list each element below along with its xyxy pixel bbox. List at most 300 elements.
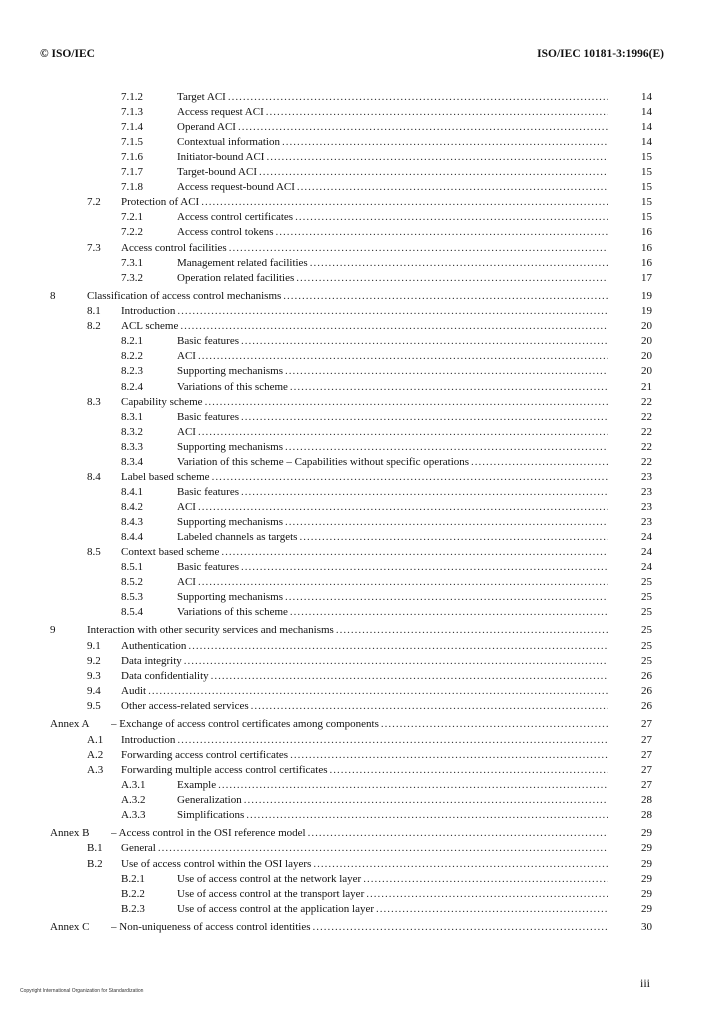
toc-entry-title-line — [177, 105, 608, 119]
toc-entry-number: A.3.2 — [121, 793, 146, 806]
toc-entry-number: 9.4 — [87, 685, 101, 697]
toc-entry-number: 7.1.8 — [121, 181, 143, 194]
toc-entry-title: ACI — [177, 576, 196, 589]
toc-entry-number: 9.2 — [87, 654, 101, 667]
toc-entry-title: Variations of this scheme — [177, 606, 288, 619]
toc-entry-page: 27 — [641, 718, 652, 730]
toc-entry-title-line — [177, 225, 608, 239]
dot-leader — [180, 319, 608, 333]
toc-entry-title-line — [121, 654, 608, 668]
toc-entry-page: 22 — [641, 410, 652, 423]
toc-entry-title-line — [121, 639, 608, 653]
toc-entry-title: Introduction — [121, 733, 176, 746]
toc-entry-title: – Non-uniqueness of access control identities — [111, 920, 311, 933]
toc-entry-title: Access request-bound ACI — [177, 181, 295, 194]
toc-entry-number: A.1 — [87, 733, 104, 746]
toc-entry-number: 8.3.2 — [121, 425, 143, 438]
toc-entry-title: Protection of ACI — [121, 196, 200, 209]
toc-entry — [0, 256, 716, 270]
toc-entry-title: Access control tokens — [177, 226, 274, 239]
toc-entry-page: 15 — [641, 151, 652, 164]
toc-entry-title-line — [177, 210, 608, 224]
toc-entry-title-line — [177, 364, 608, 378]
toc-entry-title-line — [177, 485, 608, 499]
toc-entry-title: ACI — [177, 500, 196, 513]
dot-leader — [198, 500, 608, 514]
toc-entry-title: Basic features — [177, 561, 239, 574]
toc-entry — [0, 485, 716, 499]
toc-entry-title-line — [177, 515, 608, 529]
dot-leader — [308, 826, 608, 840]
toc-entry-title: Simplifications — [177, 808, 245, 821]
dot-leader — [201, 195, 608, 209]
toc-entry-number: A.3 — [87, 763, 104, 776]
toc-entry-page: 25 — [641, 576, 652, 589]
toc-entry-number: 8 — [50, 289, 56, 302]
dot-leader — [276, 225, 608, 239]
dot-leader — [228, 90, 608, 104]
toc-entry — [0, 920, 716, 934]
toc-entry-number: B.2.1 — [121, 872, 145, 885]
toc-entry — [0, 560, 716, 574]
toc-entry-number: B.1 — [87, 842, 103, 855]
toc-entry-title-line — [177, 793, 608, 807]
toc-entry-number: 8.3 — [87, 395, 101, 408]
toc-entry-number: 8.5.1 — [121, 561, 143, 574]
toc-entry-title: – Exchange of access control certificates among components — [111, 718, 379, 730]
toc-entry-title: Supporting mechanisms — [177, 440, 284, 453]
toc-entry — [0, 395, 716, 409]
toc-entry-title: Introduction — [121, 305, 176, 318]
toc-entry — [0, 717, 716, 731]
toc-entry-number: 7.1.7 — [121, 166, 143, 179]
toc-entry — [0, 733, 716, 747]
dot-leader — [244, 793, 608, 807]
toc-entry-title: Supporting mechanisms — [177, 591, 284, 604]
dot-leader — [296, 271, 608, 285]
dot-leader — [285, 590, 608, 604]
toc-entry-page: 22 — [641, 395, 652, 408]
toc-entry-page: 29 — [641, 887, 652, 900]
toc-entry-title: ACL scheme — [121, 320, 179, 333]
toc-entry-title-line — [177, 334, 608, 348]
toc-entry-page: 25 — [641, 639, 652, 652]
toc-entry — [0, 857, 716, 871]
toc-entry-number: B.2.3 — [121, 902, 145, 915]
toc-entry-number: 8.4.1 — [121, 485, 143, 498]
toc-entry-title: Supporting mechanisms — [177, 365, 284, 378]
toc-entry — [0, 515, 716, 529]
toc-entry-page: 16 — [641, 241, 652, 254]
toc-entry — [0, 699, 716, 713]
toc-entry — [0, 364, 716, 378]
dot-leader — [285, 515, 608, 529]
dot-leader — [285, 440, 608, 454]
toc-entry-title-line — [177, 180, 608, 194]
toc-entry-number: 7.2.1 — [121, 211, 143, 224]
toc-entry-number: 7.2 — [87, 196, 101, 209]
toc-entry-title: Audit — [121, 685, 147, 697]
toc-entry-number: 8.5.2 — [121, 576, 143, 589]
toc-entry-title: Use of access control at the network layer — [177, 872, 362, 885]
toc-entry-title-line — [177, 500, 608, 514]
toc-entry-title-line — [121, 241, 608, 255]
toc-entry-title: Capability scheme — [121, 395, 203, 408]
dot-leader — [212, 470, 608, 484]
toc-entry-title-line — [121, 857, 608, 871]
toc-entry-number: 8.3.3 — [121, 440, 143, 453]
toc-entry-page: 19 — [641, 289, 652, 302]
toc-entry-page: 28 — [641, 808, 652, 821]
toc-entry-title-line — [177, 590, 608, 604]
toc-entry-page: 15 — [641, 181, 652, 194]
toc-entry — [0, 135, 716, 149]
toc-entry-title-line — [177, 349, 608, 363]
toc-entry — [0, 826, 716, 840]
toc-entry — [0, 654, 716, 668]
dot-leader — [363, 872, 608, 886]
toc-entry-number: 7.1.5 — [121, 136, 143, 149]
toc-entry-title: Access control facilities — [121, 241, 227, 254]
toc-entry — [0, 530, 716, 544]
toc-entry — [0, 763, 716, 777]
toc-entry-page: 29 — [641, 872, 652, 885]
toc-entry-number: 8.5 — [87, 546, 101, 558]
toc-entry-title: Contextual information — [177, 136, 280, 149]
toc-entry-page: 24 — [641, 531, 652, 543]
toc-entry-number: 8.4.4 — [121, 531, 143, 543]
header-left: © ISO/IEC — [40, 48, 95, 60]
toc-entry-page: 24 — [641, 546, 652, 558]
toc-entry-page: 26 — [641, 685, 652, 697]
dot-leader — [259, 165, 608, 179]
toc-entry-page: 19 — [641, 305, 652, 318]
toc-entry-title: Use of access control at the application layer — [177, 902, 375, 915]
toc-entry — [0, 455, 716, 469]
toc-entry-page: 25 — [641, 654, 652, 667]
dot-leader — [282, 135, 608, 149]
toc-entry-page: 21 — [641, 380, 652, 393]
toc-entry-number: 8.2 — [87, 320, 101, 333]
toc-entry-page: 14 — [641, 91, 652, 103]
toc-entry-title: Interaction with other security services and mechanisms — [87, 624, 334, 637]
toc-entry-page: 23 — [641, 470, 652, 483]
toc-entry — [0, 225, 716, 239]
toc-entry-title: Target-bound ACI — [177, 166, 257, 179]
dot-leader — [283, 289, 608, 303]
toc-entry-title: Example — [177, 778, 217, 791]
toc-entry-title-line — [121, 763, 608, 777]
toc-entry-number: B.2 — [87, 857, 103, 870]
toc-entry-page: 15 — [641, 196, 652, 209]
toc-entry-title-line — [121, 733, 608, 747]
toc-entry-title-line — [177, 150, 608, 164]
toc-entry — [0, 872, 716, 886]
toc-entry-title-line — [121, 395, 608, 409]
toc-entry-title: Basic features — [177, 335, 239, 348]
toc-entry — [0, 440, 716, 454]
toc-entry-number: 7.1.2 — [121, 91, 143, 103]
dot-leader — [229, 241, 608, 255]
toc-entry-page: 25 — [641, 606, 652, 619]
toc-entry — [0, 120, 716, 134]
toc-entry-title-line — [111, 717, 608, 731]
dot-leader — [188, 639, 608, 653]
toc-entry-number: 8.4.2 — [121, 500, 143, 513]
toc-entry-page: 27 — [641, 748, 652, 761]
toc-entry — [0, 195, 716, 209]
toc-entry-title-line — [121, 195, 608, 209]
toc-entry-number: 8.3.1 — [121, 410, 143, 423]
toc-entry-title: Forwarding access control certificates — [121, 748, 289, 761]
toc-entry-page: 15 — [641, 166, 652, 179]
toc-entry-title-line — [177, 575, 608, 589]
toc-entry-title: Initiator-bound ACI — [177, 151, 265, 164]
toc-entry-title: – Access control in the OSI reference model — [111, 826, 306, 839]
toc-entry-number: 8.2.2 — [121, 350, 143, 363]
toc-entry-number: 7.3 — [87, 241, 101, 254]
toc-entry-title: ACI — [177, 350, 196, 363]
dot-leader — [184, 654, 608, 668]
toc-entry — [0, 470, 716, 484]
toc-entry — [0, 241, 716, 255]
dot-leader — [313, 857, 608, 871]
toc-entry-page: 23 — [641, 485, 652, 498]
toc-entry-title-line — [177, 872, 608, 886]
toc-entry-number: Annex C — [50, 920, 90, 933]
toc-entry-number: 8.1 — [87, 305, 101, 318]
toc-entry-title: Operation related facilities — [177, 271, 295, 284]
dot-leader — [246, 808, 608, 822]
toc-entry-page: 20 — [641, 350, 652, 363]
toc-entry-number: 7.1.3 — [121, 106, 143, 119]
toc-entry-title: Data integrity — [121, 654, 182, 667]
toc-entry-page: 16 — [641, 226, 652, 239]
toc-entry-title: Other access-related services — [121, 700, 249, 712]
dot-leader — [336, 623, 608, 637]
toc-entry-number: 7.3.2 — [121, 271, 143, 284]
toc-entry-number: 9.3 — [87, 669, 101, 682]
toc-entry — [0, 410, 716, 424]
toc-entry-title-line — [177, 530, 608, 544]
toc-entry-number: B.2.2 — [121, 887, 145, 900]
toc-entry-number: 9 — [50, 624, 56, 637]
toc-entry — [0, 165, 716, 179]
toc-entry-page: 22 — [641, 425, 652, 438]
toc-entry-page: 20 — [641, 365, 652, 378]
dot-leader — [251, 699, 608, 713]
toc-entry-number: A.3.3 — [121, 808, 146, 821]
toc-entry-page: 30 — [641, 920, 652, 933]
dot-leader — [218, 778, 608, 792]
dot-leader — [310, 256, 608, 270]
toc-entry — [0, 90, 716, 104]
toc-entry-page: 22 — [641, 440, 652, 453]
toc-entry-title: Basic features — [177, 485, 239, 498]
toc-entry-page: 26 — [641, 700, 652, 712]
toc-entry-title: Authentication — [121, 639, 187, 652]
toc-entry-page: 27 — [641, 733, 652, 746]
toc-entry-title-line — [177, 902, 608, 916]
toc-entry-page: 29 — [641, 842, 652, 855]
toc-entry — [0, 180, 716, 194]
toc-entry-page: 28 — [641, 793, 652, 806]
toc-entry-title-line — [121, 669, 608, 683]
toc-entry — [0, 748, 716, 762]
dot-leader — [177, 304, 608, 318]
dot-leader — [241, 334, 608, 348]
toc-entry-number: 7.1.4 — [121, 121, 143, 134]
toc-entry — [0, 590, 716, 604]
toc-entry-title: Data confidentiality — [121, 669, 209, 682]
toc-entry-page: 15 — [641, 211, 652, 224]
toc-entry-number: A.3.1 — [121, 778, 146, 791]
toc-entry-title-line — [177, 90, 608, 104]
toc-entry-title-line — [177, 808, 608, 822]
toc-entry-title: Management related facilities — [177, 256, 308, 269]
toc-entry-number: 7.3.1 — [121, 256, 143, 269]
toc-entry — [0, 271, 716, 285]
dot-leader — [312, 920, 608, 934]
dot-leader — [266, 105, 608, 119]
toc-entry-title-line — [111, 920, 608, 934]
toc-entry-page: 27 — [641, 763, 652, 776]
toc-entry-title-line — [121, 319, 608, 333]
dot-leader — [299, 530, 608, 544]
toc-entry-title: Use of access control at the transport layer — [177, 887, 365, 900]
toc-entry-title: Labeled channels as targets — [177, 531, 298, 543]
toc-entry — [0, 639, 716, 653]
toc-entry-number: 8.3.4 — [121, 455, 143, 468]
toc-entry-number: 7.2.2 — [121, 226, 143, 239]
toc-entry-title-line — [177, 778, 608, 792]
dot-leader — [295, 210, 608, 224]
toc-entry-title: Forwarding multiple access control certificates — [121, 763, 328, 776]
toc-entry-page: 14 — [641, 106, 652, 119]
dot-leader — [266, 150, 608, 164]
dot-leader — [198, 575, 608, 589]
page-number: iii — [639, 976, 650, 990]
toc-entry-number: 8.5.3 — [121, 591, 143, 604]
toc-entry — [0, 575, 716, 589]
toc-entry-page: 24 — [641, 561, 652, 574]
toc-entry-page: 27 — [641, 778, 652, 791]
dot-leader — [241, 485, 608, 499]
dot-leader — [148, 684, 608, 698]
toc-entry-title-line — [121, 545, 608, 559]
toc-entry-page: 25 — [641, 591, 652, 604]
toc-entry-title: Access control certificates — [177, 211, 294, 224]
toc-entry-title: ACI — [177, 425, 196, 438]
dot-leader — [290, 605, 608, 619]
toc-entry-title-line — [121, 699, 608, 713]
toc-entry-title-line — [121, 470, 608, 484]
dot-leader — [290, 380, 608, 394]
toc-entry-title-line — [177, 887, 608, 901]
dot-leader — [177, 733, 608, 747]
toc-entry-page: 29 — [641, 902, 652, 915]
dot-leader — [211, 669, 608, 683]
toc-entry — [0, 500, 716, 514]
toc-entry-number: 9.5 — [87, 700, 101, 712]
toc-entry-number: 8.4.3 — [121, 515, 143, 528]
toc-entry-page: 29 — [641, 826, 652, 839]
toc-entry — [0, 887, 716, 901]
dot-leader — [366, 887, 608, 901]
copyright-notice: Copyright International Organization for Standardization — [20, 988, 144, 994]
toc-entry-page: 22 — [641, 455, 652, 468]
toc-entry-title-line — [177, 380, 608, 394]
toc-entry-title-line — [177, 120, 608, 134]
toc-entry-page: 29 — [641, 857, 652, 870]
toc-entry-page: 25 — [641, 624, 652, 637]
toc-entry-title-line — [177, 256, 608, 270]
dot-leader — [158, 841, 608, 855]
toc-entry-number: 7.1.6 — [121, 151, 143, 164]
dot-leader — [198, 425, 608, 439]
toc-entry-title-line — [177, 271, 608, 285]
toc-entry — [0, 902, 716, 916]
toc-entry — [0, 319, 716, 333]
toc-entry-page: 20 — [641, 335, 652, 348]
toc-entry — [0, 105, 716, 119]
dot-leader — [198, 349, 608, 363]
header-right: ISO/IEC 10181-3:1996(E) — [537, 48, 664, 60]
toc-entry-title-line — [87, 623, 608, 637]
toc-entry — [0, 669, 716, 683]
toc-entry — [0, 793, 716, 807]
dot-leader — [241, 410, 608, 424]
toc-entry-title: Generalization — [177, 793, 242, 806]
toc-entry-number: 8.2.1 — [121, 335, 143, 348]
toc-entry-number: Annex A — [50, 718, 90, 730]
toc-entry-page: 23 — [641, 515, 652, 528]
toc-entry-title: Target ACI — [177, 91, 226, 103]
toc-entry-title: Basic features — [177, 410, 239, 423]
toc-entry-title-line — [121, 304, 608, 318]
toc-entry — [0, 841, 716, 855]
toc-entry-title: Access request ACI — [177, 106, 264, 119]
toc-entry-title: Label based scheme — [121, 470, 210, 483]
toc-entry-title-line — [177, 455, 608, 469]
toc-entry — [0, 349, 716, 363]
dot-leader — [221, 545, 608, 559]
toc-entry-title-line — [121, 748, 608, 762]
toc-entry-page: 16 — [641, 256, 652, 269]
dot-leader — [381, 717, 608, 731]
toc-entry-title: Variations of this scheme — [177, 380, 288, 393]
toc-entry-page: 26 — [641, 669, 652, 682]
dot-leader — [297, 180, 608, 194]
toc-entry-number: 8.2.4 — [121, 380, 143, 393]
toc-entry-title-line — [177, 135, 608, 149]
toc-entry-title-line — [177, 605, 608, 619]
toc-entry — [0, 150, 716, 164]
dot-leader — [241, 560, 608, 574]
toc-entry-number: 8.5.4 — [121, 606, 143, 619]
toc-entry-number: Annex B — [50, 826, 90, 839]
dot-leader — [329, 763, 608, 777]
dot-leader — [285, 364, 608, 378]
toc-entry-number: 8.4 — [87, 470, 101, 483]
toc-entry-title: Classification of access control mechanisms — [87, 289, 282, 302]
dot-leader — [238, 120, 608, 134]
dot-leader — [205, 395, 608, 409]
toc-entry — [0, 605, 716, 619]
toc-entry — [0, 210, 716, 224]
toc-entry — [0, 289, 716, 303]
toc-entry-title: Supporting mechanisms — [177, 515, 284, 528]
